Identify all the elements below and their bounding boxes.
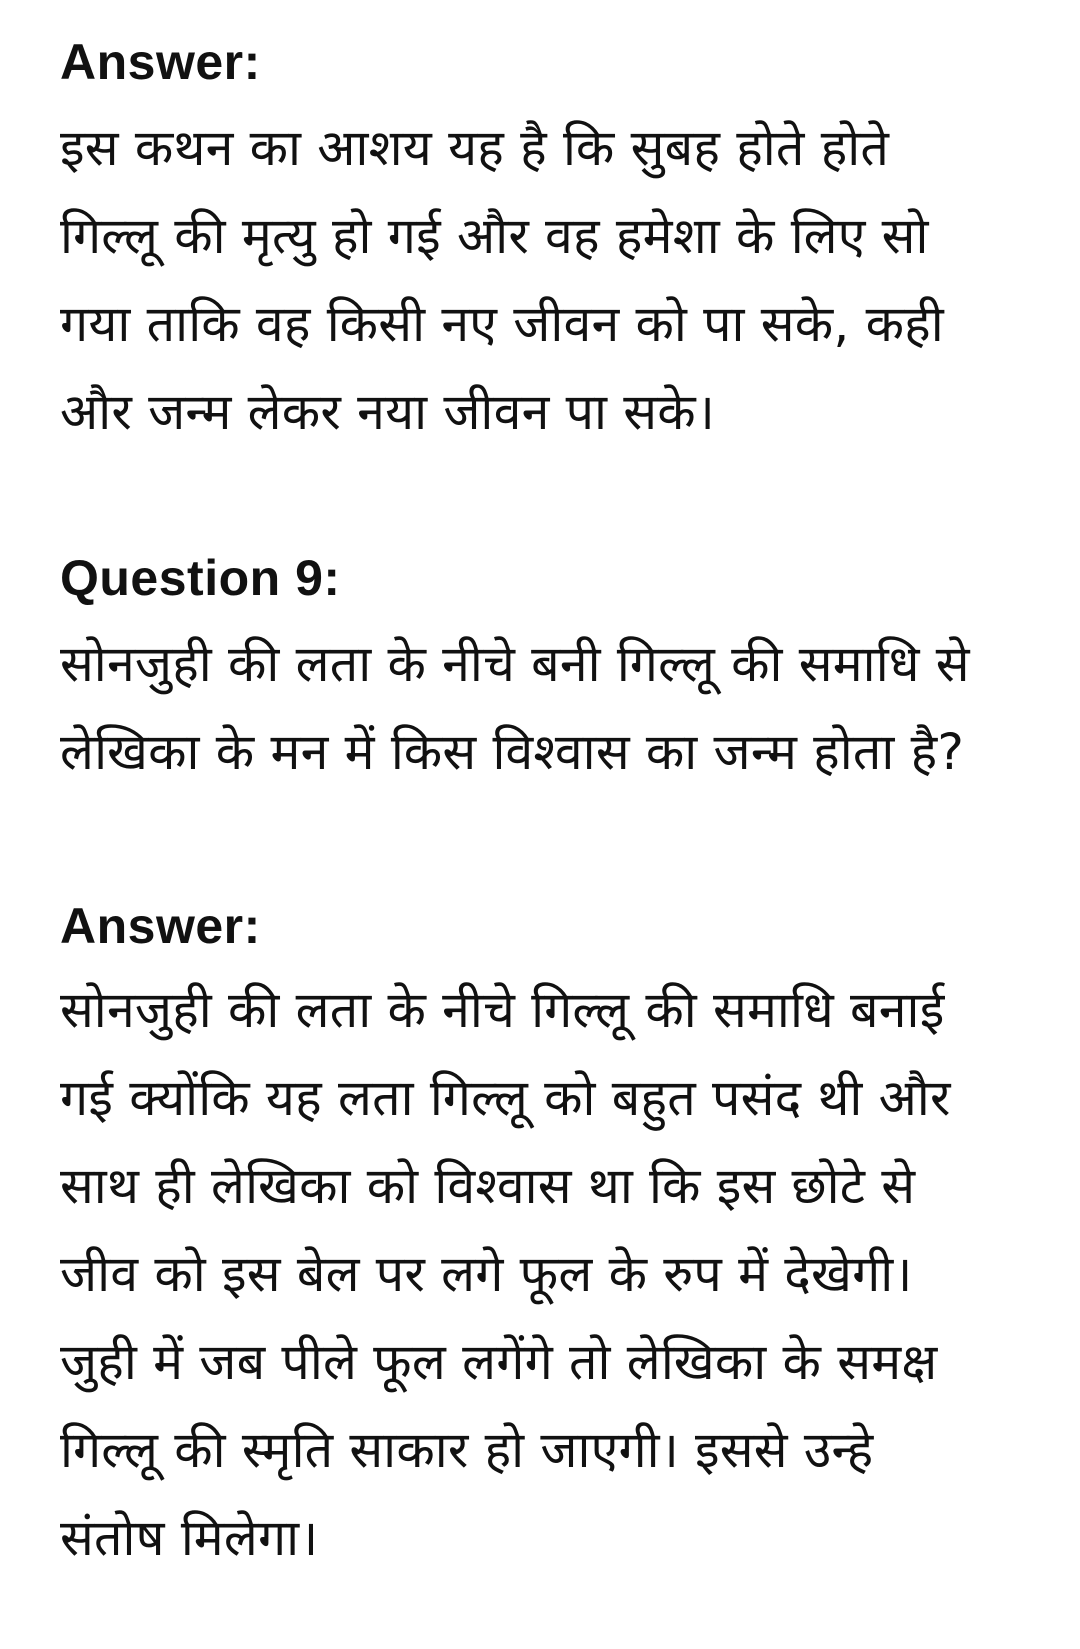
paragraph-line: साथ ही लेखिका को विश्वास था कि इस छोटे से	[60, 1157, 916, 1215]
question-paragraph	[60, 620, 1020, 796]
paragraph-line: जुही में जब पीले फूल लगेंगे तो लेखिका के समक्ष	[60, 1333, 938, 1391]
paragraph-line: इस कथन का आशय यह है कि सुबह होते होते	[60, 119, 890, 177]
answer-paragraph	[60, 104, 1020, 456]
answer-paragraph	[60, 966, 1020, 1582]
paragraph-line: और जन्म लेकर नया जीवन पा सके।	[60, 383, 716, 441]
answer-heading: Answer:	[60, 898, 261, 954]
paragraph-line: गया ताकि वह किसी नए जीवन को पा सके, कही	[60, 295, 944, 353]
paragraph-line: सोनजुही की लता के नीचे गिल्लू की समाधि बनाई	[60, 981, 945, 1039]
answer-heading: Answer:	[60, 34, 261, 90]
paragraph-line: गिल्लू की मृत्यु हो गई और वह हमेशा के लिए सो	[60, 207, 929, 265]
paragraph-line: संतोष मिलेगा।	[60, 1509, 319, 1567]
question-heading: Question 9:	[60, 550, 341, 606]
paragraph-line: लेखिका के मन में किस विश्वास का जन्म होता है?	[60, 723, 965, 781]
document-page	[60, 0, 1020, 1649]
paragraph-line: गिल्लू की स्मृति साकार हो जाएगी। इससे उन्हे	[60, 1421, 874, 1479]
paragraph-line: गई क्योंकि यह लता गिल्लू को बहुत पसंद थी और	[60, 1069, 951, 1127]
paragraph-line: सोनजुही की लता के नीचे बनी गिल्लू की समाधि से	[60, 635, 970, 693]
paragraph-line: जीव को इस बेल पर लगे फूल के रुप में देखेगी।	[60, 1245, 913, 1303]
